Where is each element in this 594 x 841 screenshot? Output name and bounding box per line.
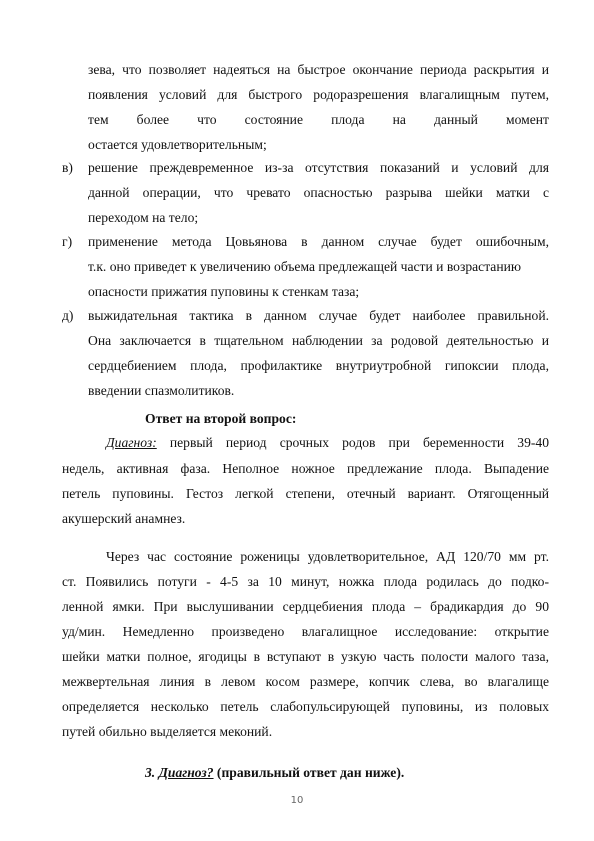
list-marker: в) <box>62 160 73 175</box>
list-marker: д) <box>62 308 74 323</box>
diagnosis-first-line <box>106 435 549 451</box>
list-text-line: сердцебиением плода, профилактике внутриутробной гипоксии плода, <box>88 358 549 373</box>
list-text-line: введении спазмолитиков. <box>88 383 235 398</box>
list-text-line: переходом на тело; <box>88 210 199 225</box>
case-line: путей обильно выделяется меконий. <box>62 724 273 739</box>
case-line: ленной ямки. При выслушивании сердцебиения плода – брадикардия до 90 <box>62 599 549 614</box>
case-line: межвертельная линия в левом косом размере, копчик слева, во влагалище <box>62 674 549 689</box>
list-text-line: Она заключается в тщательном наблюдении за родовой деятельностью и <box>88 333 549 348</box>
diagnosis-text: первый период срочных родов при беременности 39-40 <box>156 435 549 450</box>
case-line: ст. Появились потуги - 4-5 за 10 минут, ножка плода родилась до подко- <box>62 574 549 589</box>
list-text-line: опасности прижатия пуповины к стенкам таза; <box>88 284 360 299</box>
question-3 <box>145 765 404 781</box>
list-text-line: остается удовлетворительным; <box>88 137 267 152</box>
diagnosis-label: Диагноз: <box>106 435 157 450</box>
case-line: Через час состояние роженицы удовлетворительное, АД 120/70 мм рт. <box>106 549 549 564</box>
question-3-number: 3. <box>145 765 159 780</box>
question-3-note: (правильный ответ дан ниже). <box>213 765 405 780</box>
diagnosis-line: акушерский анамнез. <box>62 511 186 526</box>
list-text-line: т.к. оно приведет к увеличению объема предлежащей части и возрастанию <box>88 259 522 274</box>
list-text-line: выжидательная тактика в данном случае будет наиболее правильной. <box>88 308 549 323</box>
answer-heading: Ответ на второй вопрос: <box>145 411 297 426</box>
question-3-label: Диагноз? <box>158 765 214 780</box>
diagnosis-line: недель, активная фаза. Неполное ножное предлежание плода. Выпадение <box>62 461 549 476</box>
list-marker: г) <box>62 234 73 249</box>
case-line: определяется несколько петель слабопульсирующей пуповины, из половых <box>62 699 549 714</box>
diagnosis-line: петель пуповины. Гестоз легкой степени, отечный вариант. Отягощенный <box>62 486 549 501</box>
page-number: 10 <box>290 795 304 806</box>
list-text-line: решение преждевременное из-за отсутствия показаний и условий для <box>88 160 549 175</box>
list-text-line: тем более что состояние плода на данный момент <box>88 112 549 127</box>
list-text-line: зева, что позволяет надеяться на быстрое окончание периода раскрытия и <box>88 62 549 77</box>
case-line: шейки матки полное, ягодицы в вступают в узкую часть полости малого таза, <box>62 649 549 664</box>
case-line: уд/мин. Немедленно произведено влагалищное исследование: открытие <box>62 624 549 639</box>
list-text-line: появления условий для быстрого родоразрешения влагалищным путем, <box>88 87 549 102</box>
list-text-line: применение метода Цовьянова в данном случае будет ошибочным, <box>88 234 549 249</box>
list-text-line: данной операции, что чревато опасностью разрыва шейки матки с <box>88 185 549 200</box>
